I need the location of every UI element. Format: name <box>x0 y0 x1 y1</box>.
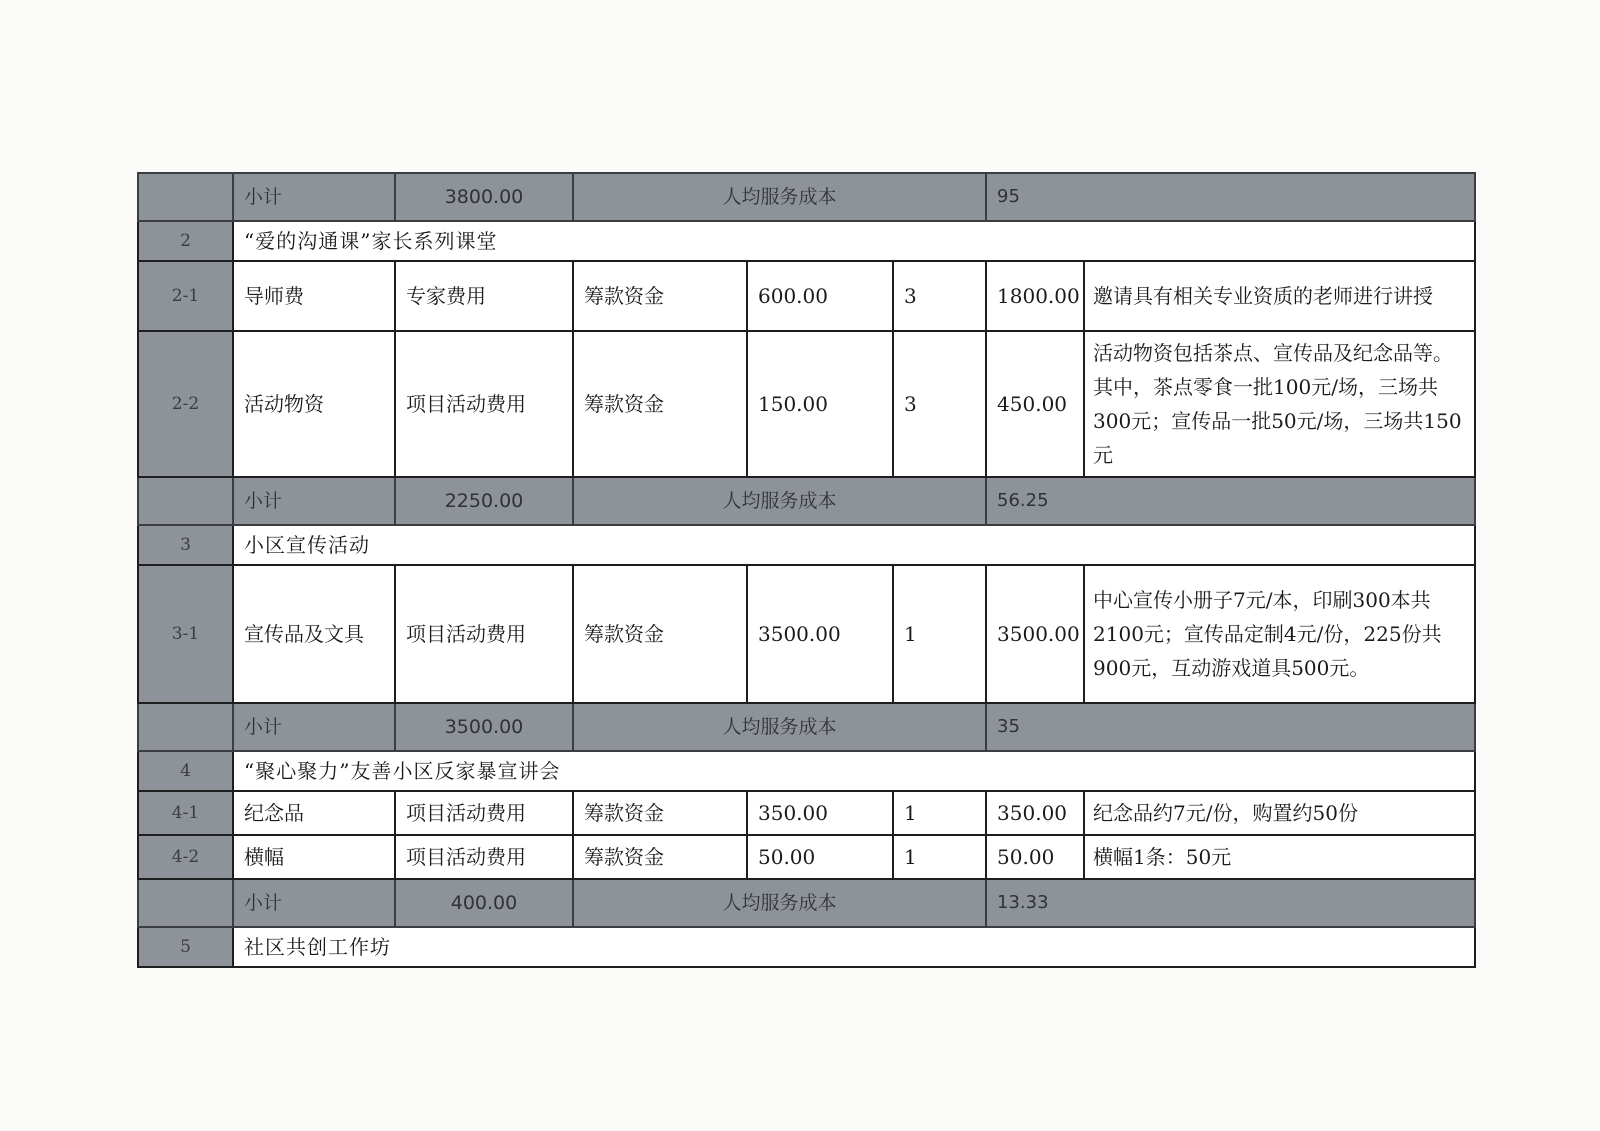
item-category: 项目活动费用 <box>395 565 573 703</box>
subtotal-label: 小计 <box>233 173 395 221</box>
budget-item-row <box>138 261 1475 331</box>
section-header-row <box>138 221 1475 261</box>
item-total: 350.00 <box>986 791 1084 835</box>
section-number: 2 <box>138 221 233 261</box>
subtotal-amount: 2250.00 <box>395 477 573 525</box>
item-name: 纪念品 <box>233 791 395 835</box>
item-note: 纪念品约7元/份，购置约50份 <box>1084 791 1475 835</box>
section-number: 3 <box>138 525 233 565</box>
subtotal-amount: 3800.00 <box>395 173 573 221</box>
section-title: “聚心聚力”友善小区反家暴宣讲会 <box>233 751 1475 791</box>
item-category: 项目活动费用 <box>395 331 573 477</box>
section-title: 社区共创工作坊 <box>233 927 1475 967</box>
budget-item-row <box>138 565 1475 703</box>
budget-table <box>137 172 1476 968</box>
section-number: 5 <box>138 927 233 967</box>
fund-source: 筹款资金 <box>573 261 747 331</box>
item-total: 50.00 <box>986 835 1084 879</box>
fund-source: 筹款资金 <box>573 565 747 703</box>
item-total: 450.00 <box>986 331 1084 477</box>
subtotal-row <box>138 477 1475 525</box>
budget-item-row <box>138 791 1475 835</box>
item-note: 活动物资包括茶点、宣传品及纪念品等。其中，茶点零食一批100元/场，三场共300元；宣传品一批50元/场，三场共150元 <box>1084 331 1475 477</box>
item-note: 横幅1条：50元 <box>1084 835 1475 879</box>
section-title: “爱的沟通课”家长系列课堂 <box>233 221 1475 261</box>
per-capita-cost-label: 人均服务成本 <box>573 477 986 525</box>
quantity: 1 <box>893 835 986 879</box>
item-name: 导师费 <box>233 261 395 331</box>
per-capita-cost-label: 人均服务成本 <box>573 173 986 221</box>
fund-source: 筹款资金 <box>573 791 747 835</box>
unit-price: 600.00 <box>747 261 893 331</box>
unit-price: 150.00 <box>747 331 893 477</box>
section-header-row <box>138 525 1475 565</box>
subtotal-row <box>138 703 1475 751</box>
section-number: 4 <box>138 751 233 791</box>
per-capita-cost-value: 13.33 <box>986 879 1475 927</box>
item-total: 1800.00 <box>986 261 1084 331</box>
budget-item-row <box>138 331 1475 477</box>
section-header-row <box>138 927 1475 967</box>
row-number-cell <box>138 173 233 221</box>
row-number-cell <box>138 879 233 927</box>
item-number: 4-1 <box>138 791 233 835</box>
budget-item-row <box>138 835 1475 879</box>
subtotal-amount: 400.00 <box>395 879 573 927</box>
unit-price: 3500.00 <box>747 565 893 703</box>
item-note: 邀请具有相关专业资质的老师进行讲授 <box>1084 261 1475 331</box>
unit-price: 350.00 <box>747 791 893 835</box>
per-capita-cost-value: 56.25 <box>986 477 1475 525</box>
fund-source: 筹款资金 <box>573 835 747 879</box>
subtotal-row <box>138 879 1475 927</box>
item-number: 2-2 <box>138 331 233 477</box>
per-capita-cost-value: 95 <box>986 173 1475 221</box>
item-name: 活动物资 <box>233 331 395 477</box>
per-capita-cost-value: 35 <box>986 703 1475 751</box>
section-header-row <box>138 751 1475 791</box>
quantity: 1 <box>893 565 986 703</box>
item-category: 专家费用 <box>395 261 573 331</box>
subtotal-label: 小计 <box>233 703 395 751</box>
per-capita-cost-label: 人均服务成本 <box>573 879 986 927</box>
quantity: 3 <box>893 331 986 477</box>
item-note: 中心宣传小册子7元/本，印刷300本共2100元；宣传品定制4元/份，225份共900元，互动游戏道具500元。 <box>1084 565 1475 703</box>
row-number-cell <box>138 703 233 751</box>
subtotal-label: 小计 <box>233 477 395 525</box>
fund-source: 筹款资金 <box>573 331 747 477</box>
item-category: 项目活动费用 <box>395 791 573 835</box>
subtotal-amount: 3500.00 <box>395 703 573 751</box>
subtotal-label: 小计 <box>233 879 395 927</box>
item-name: 宣传品及文具 <box>233 565 395 703</box>
item-category: 项目活动费用 <box>395 835 573 879</box>
item-total: 3500.00 <box>986 565 1084 703</box>
per-capita-cost-label: 人均服务成本 <box>573 703 986 751</box>
item-number: 3-1 <box>138 565 233 703</box>
row-number-cell <box>138 477 233 525</box>
item-number: 4-2 <box>138 835 233 879</box>
subtotal-row <box>138 173 1475 221</box>
item-number: 2-1 <box>138 261 233 331</box>
quantity: 3 <box>893 261 986 331</box>
unit-price: 50.00 <box>747 835 893 879</box>
quantity: 1 <box>893 791 986 835</box>
item-name: 横幅 <box>233 835 395 879</box>
section-title: 小区宣传活动 <box>233 525 1475 565</box>
